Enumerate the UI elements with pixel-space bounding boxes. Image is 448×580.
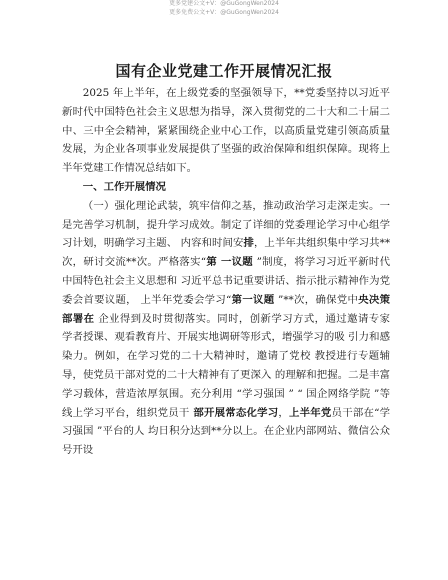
text-run: （一）强化理论武装，筑牢信仰之基，推动政治学习走深走实。一是完善学习机制，提升学习成效。制定了详细的党委理论学习中心组学习计划，明确学习主题、 内容和时间安 (62, 199, 390, 250)
text-run: 企业得到及时贯彻落实。同时，创新学习方式，通过邀请专家 学者授课、观看教育片、开展实地调研等形式，增强学习的吸 引力和感染力。例如，在学习党的二十大精神时，邀请了党校 教授进行专题辅导，使党员干部对党的二十大精神有了更深入 的理解和把握。二是丰富学习载体，营造浓厚氛围。充分利用 “学习强国 ” “ 国企网络学院 ”等线上学习平台，组织党员干 (62, 312, 390, 419)
bold-text-run: 排 (243, 237, 254, 250)
bold-text-run: 部开展常态化学习 (189, 406, 279, 419)
text-run: 员干部在“学习强国 ”平台的人 均日积分达到**分以上。在企业内部网站、微信公众号开设 (62, 406, 391, 457)
bold-text-run: 上半年党 (289, 406, 332, 419)
text-run: ， (278, 406, 290, 419)
text-run: ”**次，确保党中 (274, 293, 359, 306)
document-title: 国有企业党建工作开展情况汇报 (115, 62, 333, 80)
bold-text-run: 央决策部署在 (62, 293, 390, 325)
intro-paragraph: 2025 年上半年，在上级党委的坚强领导下，**党委坚持以习近平新时代中国特色社会主义思想为指导，深入贯彻党的二十大和二十届二中、三中全会精神，紧紧围绕企业中心工作，以高质量党建引领高质量发展，为企业各项事业发展提供了坚强的政治保障和组织保障。现将上半年党建工作情况总结如下。 (62, 87, 390, 175)
bold-text-run: 第一议题 (231, 293, 275, 306)
document-body (62, 84, 390, 460)
watermark-second: 更多免费公文+V：@GuGongWen2024 (169, 9, 279, 16)
bold-text-run: 第 一议题 (206, 256, 253, 269)
watermark-top: 更多党建公文+V：@GuGongWen2024 (169, 0, 279, 7)
text-run: ，上半年共组织集中学习共**次，研讨交流**次。严格落实“ (62, 237, 391, 269)
body-paragraph (62, 197, 390, 460)
section-heading: 一、工作开展情况 (82, 180, 166, 193)
text-run: ”制度，将学习习近平新时代中国特色社会主义思想和 习近平总书记重要讲话、指示批示精神作为党委会首要议题， 上半年党委会学习“ (62, 256, 390, 306)
